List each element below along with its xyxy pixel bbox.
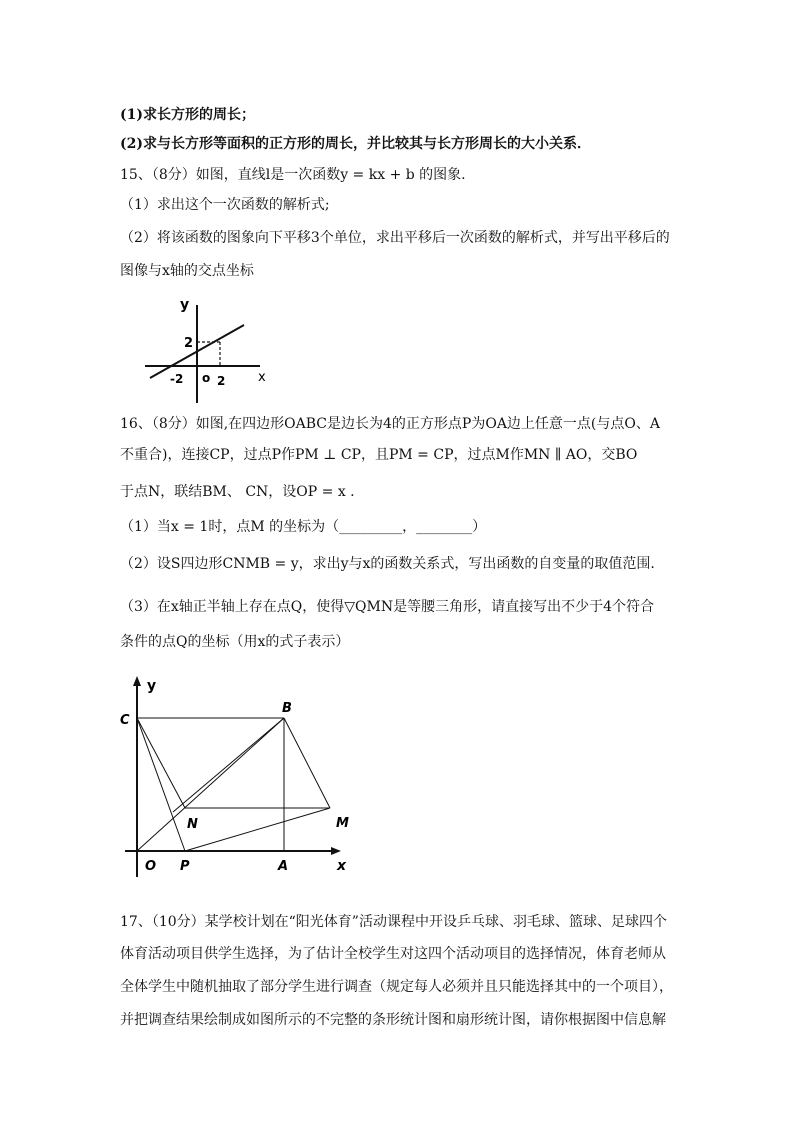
p15-tick-neg2: -2 (170, 372, 184, 386)
p16-q2: （2）设S四边形CNMB = y，求出y与x的函数关系式，写出函数的自变量的取值范围. (120, 556, 655, 572)
p14-q2: (2)求与长方形等面积的正方形的周长，并比较其与长方形周长的大小关系． (120, 136, 591, 152)
p17-line2: 体育活动项目供学生选择，为了估计全校学生对这四个活动项目的选择情况，体育老师从 (120, 946, 666, 962)
p16-label-A: A (278, 859, 289, 874)
p15-tick-o: o (202, 371, 211, 385)
p16-q3-line2: 条件的点Q的坐标（用x的式子表示） (120, 634, 350, 650)
p15-q1: （1）求出这个一次函数的解析式; (120, 197, 330, 213)
p15-y-label: y (180, 297, 190, 313)
p15-intro: 15、（8分）如图，直线l是一次函数y = kx + b 的图象. (120, 167, 466, 183)
p16-diagonal-OB (137, 718, 284, 851)
p16-x-label: x (337, 858, 347, 874)
p16-line2: 不重合)，连接CP，过点P作PM ⊥ CP，且PM = CP，过点M作MN ∥ AO，交BO (120, 447, 638, 463)
p15-q2-line1: （2）将该函数的图象向下平移3个单位，求出平移后一次函数的解析式，并写出平移后的 (120, 230, 670, 246)
p16-q1: （1）当x = 1时，点M 的坐标为（_________，________） (120, 519, 487, 535)
p15-q2-line2: 图像与x轴的交点坐标 (120, 263, 254, 279)
p16-label-O: O (145, 859, 157, 874)
p16-segment-CP (137, 718, 185, 851)
p17-line4: 并把调查结果绘制成如图所示的不完整的条形统计图和扇形统计图，请你根据图中信息解 (120, 1012, 666, 1028)
p16-label-M: M (336, 816, 349, 831)
p16-segment-CN (137, 718, 185, 808)
p16-geometry-figure (115, 672, 360, 882)
p16-line1: 16、（8分）如图,在四边形OABC是边长为4的正方形点P为OA边上任意一点(与点O、A (120, 416, 660, 432)
p16-line3: 于点N，联结BM、 CN，设OP = x . (120, 484, 355, 500)
p14-q1: (1)求长方形的周长； (120, 107, 255, 123)
p16-label-B: B (282, 701, 292, 716)
p16-label-P: P (180, 859, 190, 874)
p16-segment-PM (185, 808, 330, 851)
p16-y-label: y (147, 678, 157, 694)
p16-label-C: C (120, 713, 130, 728)
p16-segment-BM (284, 718, 330, 808)
p15-x-label: x (258, 370, 266, 385)
p17-line1: 17、（10分）某学校计划在“阳光体育”活动课程中开设乒乓球、羽毛球、篮球、足球四个 (120, 914, 667, 930)
p16-x-arrow (331, 847, 341, 855)
p15-tick-2: 2 (217, 374, 226, 388)
p15-tick-y2: 2 (184, 336, 194, 351)
p16-q3-line1: （3）在x轴正半轴上存在点Q，使得▽QMN是等腰三角形，请直接写出不少于4个符合 (120, 599, 655, 615)
p16-label-N: N (187, 817, 198, 832)
p16-segment-BN-ext (173, 718, 284, 812)
p17-line3: 全体学生中随机抽取了部分学生进行调查（规定每人必须并且只能选择其中的一个项目）， (120, 979, 673, 995)
p15-graph-figure (140, 295, 280, 405)
p16-y-arrow (133, 676, 141, 686)
